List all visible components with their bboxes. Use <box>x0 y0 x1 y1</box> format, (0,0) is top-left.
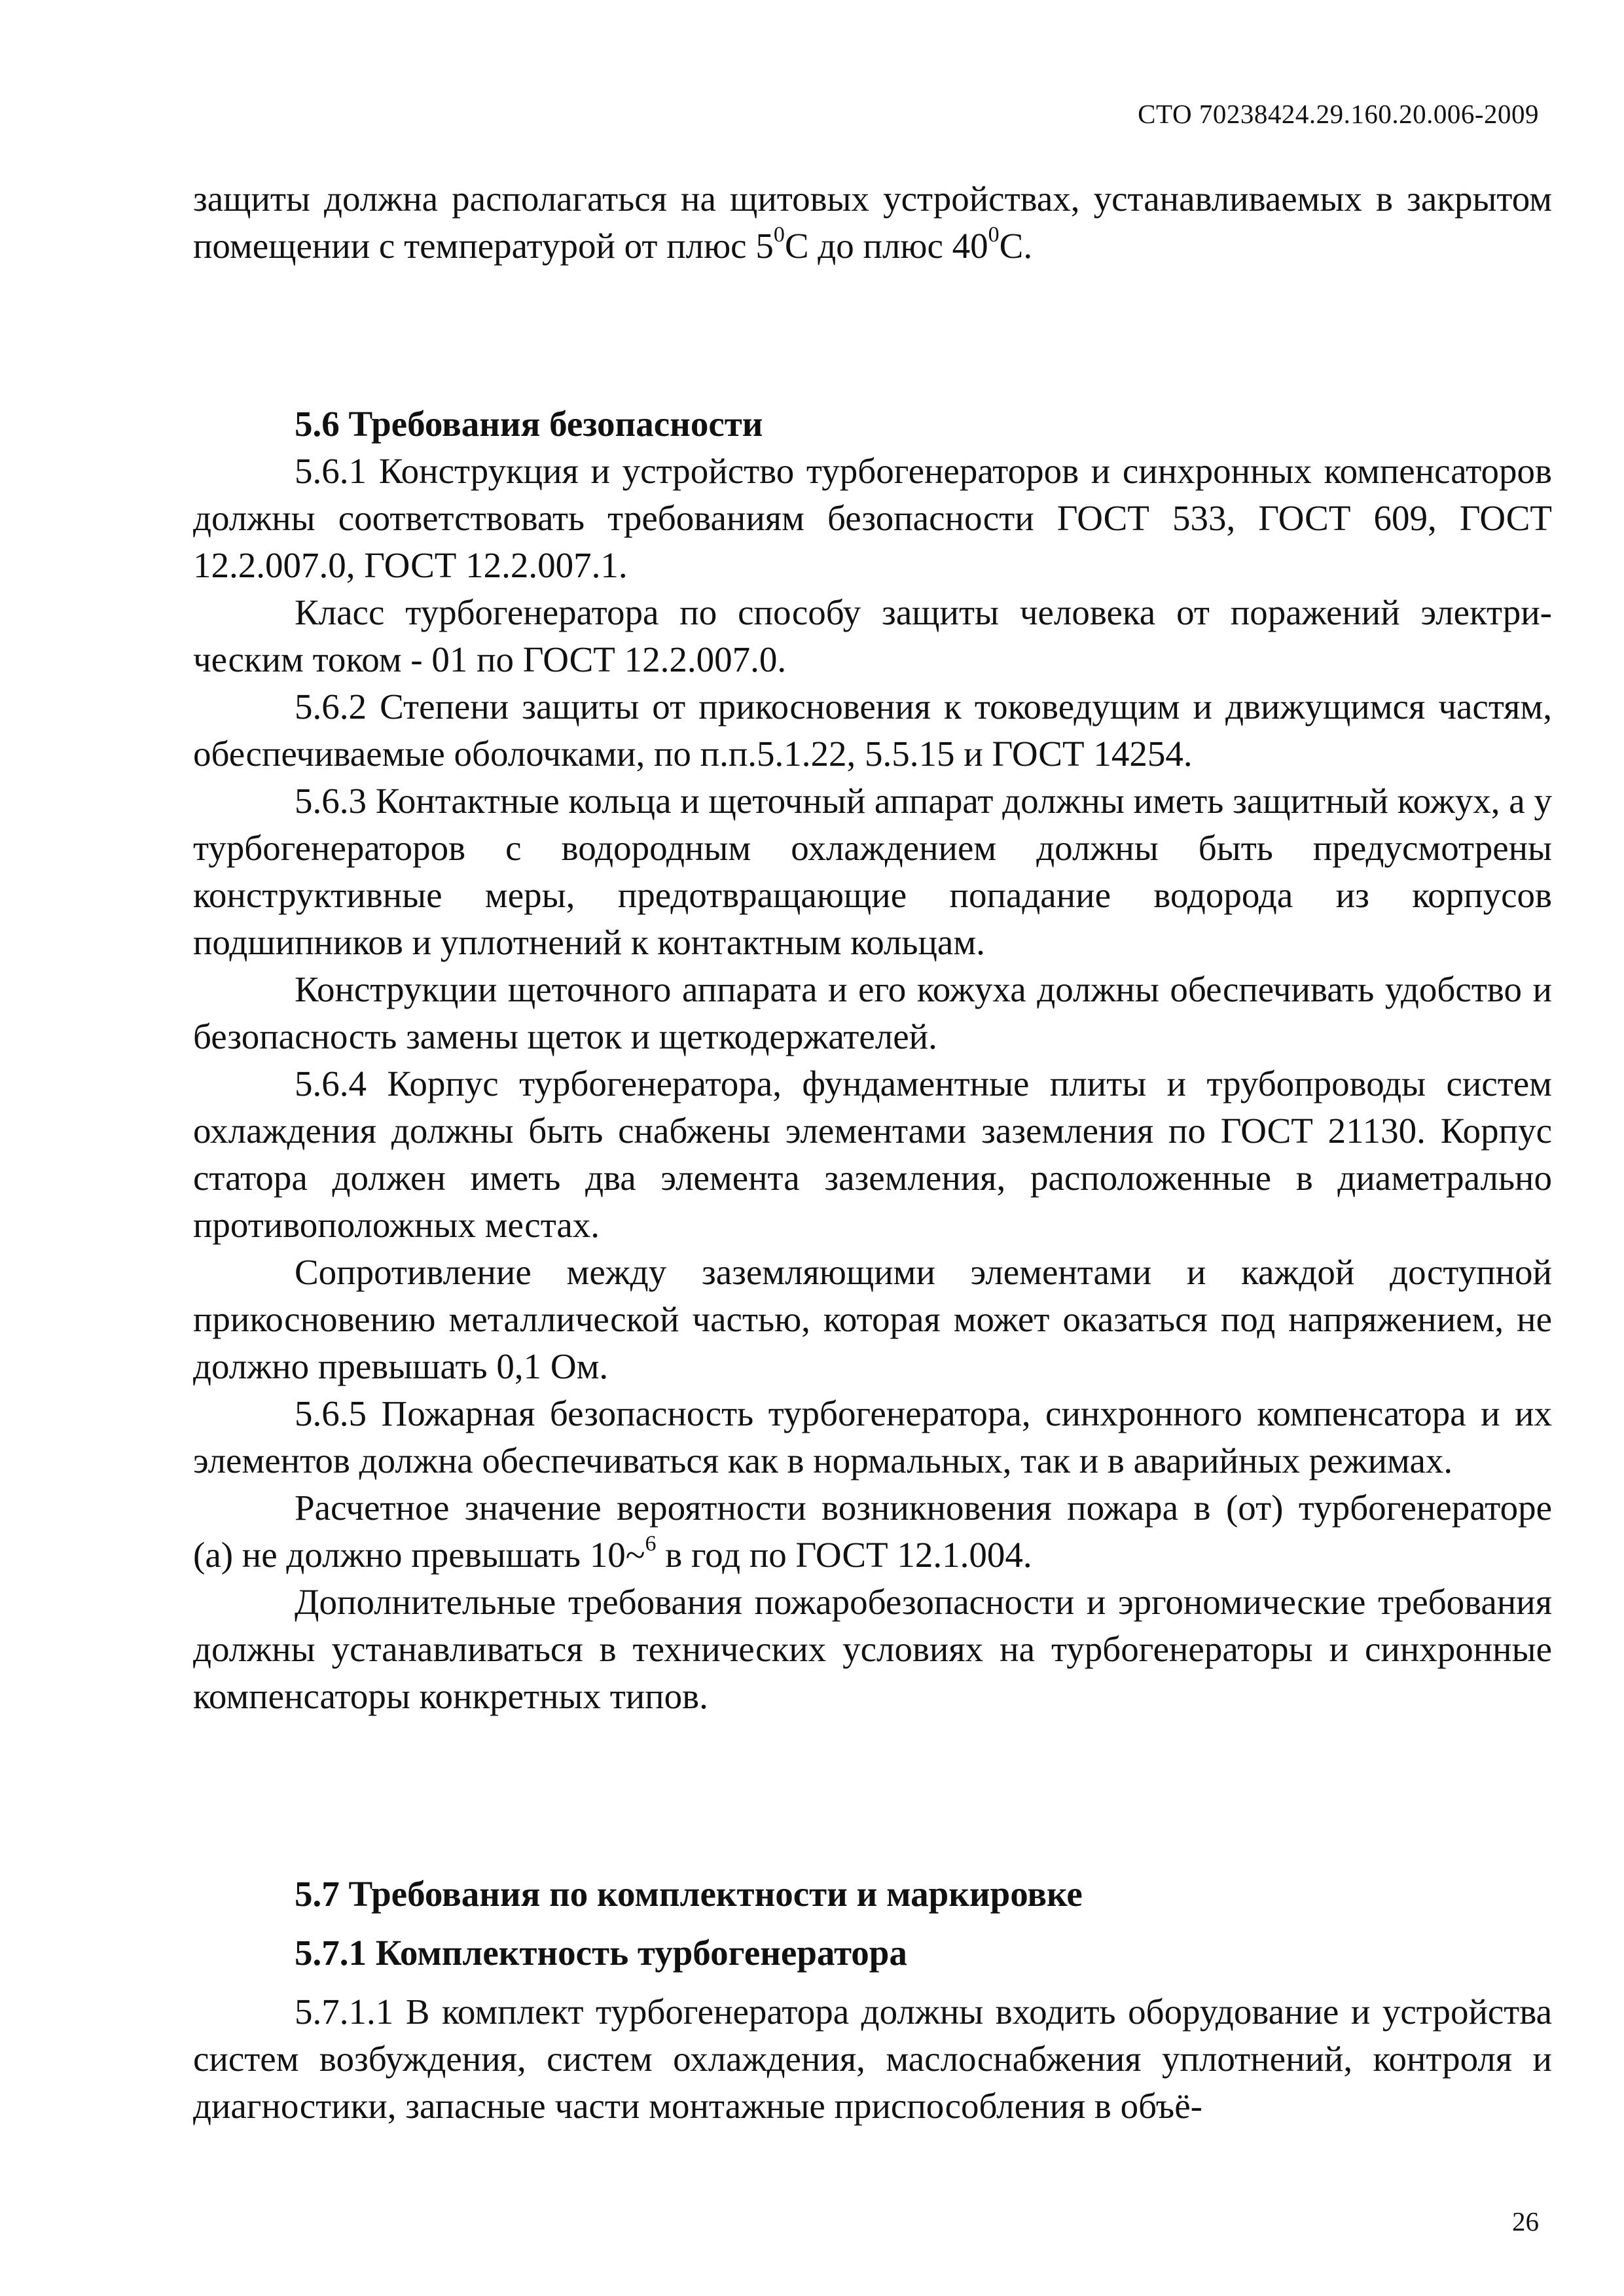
section-heading: 5.6 Требования безопасности <box>295 404 763 444</box>
superscript: 0 <box>988 222 1000 247</box>
continuation-block <box>193 175 1552 270</box>
section-heading: 5.7 Требования по комплектности и маркировке <box>295 1874 1083 1914</box>
document-code: СТО 70238424.29.160.20.006-2009 <box>1138 99 1539 129</box>
paragraph: Дополнительные требования пожаробезопасности и эргономические требования должны устанавливаться в технических условиях на турбогенераторы и синхронные компенсаторы конкретных типов. <box>193 1582 1552 1716</box>
paragraph: 5.6.2 Степени защиты от прикосновения к токоведущим и движущимся частям, обеспечиваемые оболочками, по п.п.5.1.22, 5.5.15 и ГОСТ 14254. <box>193 687 1552 774</box>
continuation-paragraph: защиты должна располагаться на щитовых устройствах, устанавливаемых в закрытом помещении с температурой от плюс $5^0С$ до плюс $40^0С$. <box>193 179 1552 266</box>
paragraph: Расчетное значение вероятности возникновения пожара в (от) турбогенераторе (а) не должно превышать 10~$^6$ в год по ГОСТ 12.1.004. <box>193 1488 1552 1575</box>
page-number: 26 <box>1512 2206 1539 2236</box>
section-5-7 <box>193 1871 1552 2130</box>
superscript: 6 <box>645 1531 657 1556</box>
paragraph: 5.6.1 Конструкция и устройство турбогенераторов и синхронных компенсаторов должны соответствовать требованиям безопасности ГОСТ 533, ГОСТ 609, ГОСТ 12.2.007.0, ГОСТ 12.2.007.1. <box>193 451 1552 585</box>
superscript: 0 <box>773 222 785 247</box>
paragraph: 5.6.5 Пожарная безопасность турбогенератора, синхронного компенсатора и их элементов должна обеспечиваться как в нормальных, так и в аварийных режимах. <box>193 1393 1552 1480</box>
paragraph: Сопротивление между заземляющими элементами и каждой доступной прикосновению металлической частью, которая может оказаться под напряжением, не должно превышать 0,1 Ом. <box>193 1252 1552 1386</box>
section-5-6 <box>193 401 1552 1720</box>
paragraph: 5.7.1.1 В комплект турбогенератора должны входить оборудование и устройства систем возбуждения, систем охлаждения, маслоснабжения уплотнений, контроля и диагностики, запасные части монтажные приспособления в объё- <box>193 1992 1552 2126</box>
subsection-heading: 5.7.1 Комплектность турбогенератора <box>295 1933 907 1973</box>
paragraph: 5.6.4 Корпус турбогенератора, фундаментные плиты и трубопроводы систем охлаждения должны быть снабжены элементами заземления по ГОСТ 21130. Корпус статора должен иметь два элемента заземления, расположенные в диаметрально противоположных местах. <box>193 1064 1552 1245</box>
paragraph: Конструкции щеточного аппарата и его кожуха должны обеспечивать удобство и безопасность замены щеток и щеткодержателей. <box>193 969 1552 1056</box>
paragraph: Класс турбогенератора по способу защиты человека от поражений электрическим током - 01 по ГОСТ 12.2.007.0. <box>193 592 1552 679</box>
paragraph: 5.6.3 Контактные кольца и щеточный аппарат должны иметь защитный кожух, а у турбогенераторов с водородным охлаждением должны быть предусмотрены конструктивные меры, предотвращающие попадание водорода из корпусов подшипников и уплотнений к контактным кольцам. <box>193 781 1552 962</box>
